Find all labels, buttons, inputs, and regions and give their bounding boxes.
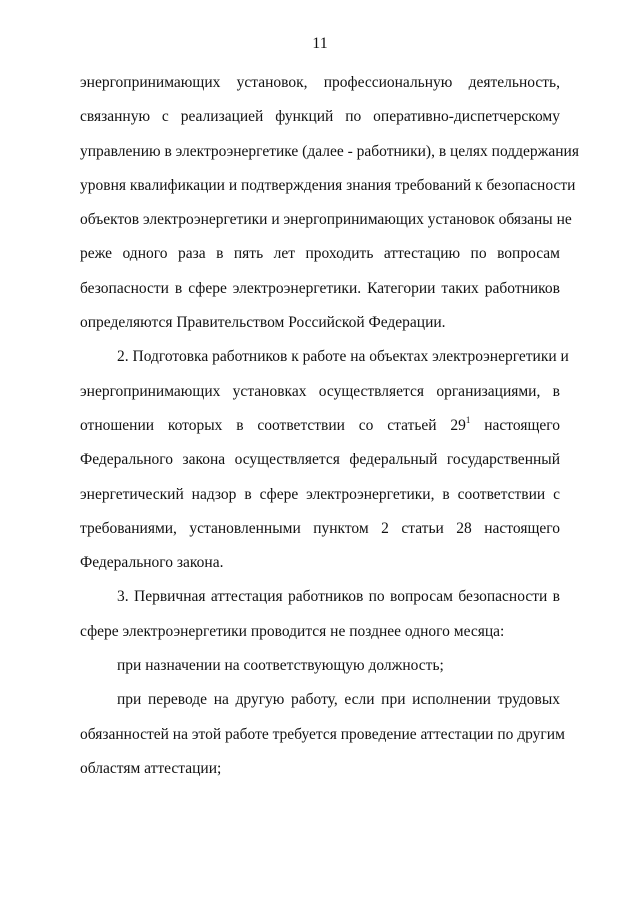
text-line: при переводе на другую работу, если при исполнении трудовых (117, 691, 560, 709)
paragraph-1 (80, 66, 579, 340)
text-line: связанную с реализацией функций по оперативно-диспетчерскому (80, 108, 560, 126)
text-line: сфере электроэнергетики проводится не позднее одного месяца: (80, 622, 505, 640)
text-segment: настоящего (484, 416, 560, 434)
text-line: объектов электроэнергетики и энергопринимающих установок обязаны не (80, 211, 572, 229)
paragraph-4 (80, 649, 560, 683)
text-line: уровня квалификации и подтверждения знания требований к безопасности (80, 176, 576, 194)
text-line: Федерального закона осуществляется федеральный государственный (80, 451, 560, 469)
paragraph-5 (80, 683, 565, 786)
text-line: 3. Первичная аттестация работников по вопросам безопасности в (117, 588, 560, 606)
text-line: при назначении на соответствующую должность; (117, 657, 444, 675)
text-line: энергопринимающих установок, профессиональную деятельность, (80, 74, 560, 91)
text-line: областям аттестации; (80, 759, 222, 777)
text-line: энергопринимающих установках осуществляется организациями, в (80, 382, 560, 400)
paragraph-2 (80, 340, 569, 580)
text-segment: отношении которых в соответствии со статьей 29 (80, 416, 466, 434)
text-line: требованиями, установленными пунктом 2 статьи 28 настоящего (80, 519, 560, 537)
text-line-with-superscript (80, 409, 560, 443)
text-line: 2. Подготовка работников к работе на объектах электроэнергетики и (117, 348, 569, 366)
text-line: безопасности в сфере электроэнергетики. Категории таких работников (80, 279, 560, 297)
text-line: определяются Правительством Российской Федерации. (80, 314, 446, 332)
text-line: реже одного раза в пять лет проходить аттестацию по вопросам (80, 245, 560, 263)
paragraph-3 (80, 580, 560, 649)
document-body (80, 66, 579, 786)
text-line: управлению в электроэнергетике (далее - работники), в целях поддержания (80, 142, 579, 160)
superscript: 1 (465, 414, 471, 425)
text-line: Федерального закона. (80, 554, 224, 572)
page-number: 11 (312, 35, 328, 52)
text-line: обязанностей на этой работе требуется проведение аттестации по другим (80, 725, 565, 743)
text-line: энергетический надзор в сфере электроэнергетики, в соответствии с (80, 485, 560, 503)
